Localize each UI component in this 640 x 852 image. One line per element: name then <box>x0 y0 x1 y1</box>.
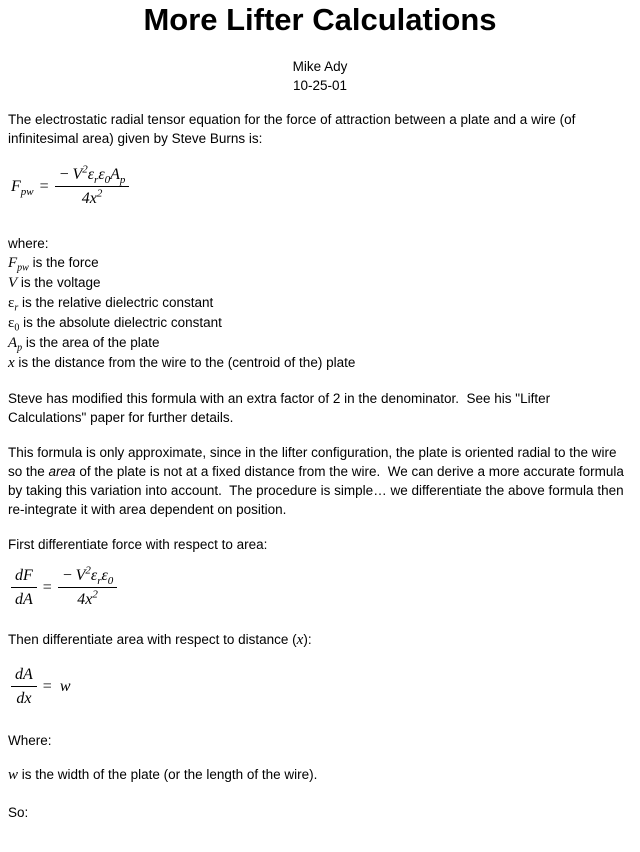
definition-epsilon-r <box>8 293 632 313</box>
dAdx-lhs-fraction <box>11 665 37 708</box>
denominator-coefficient: 4 <box>77 591 86 608</box>
voltage-symbol: V <box>75 567 86 584</box>
definition-epsilon-0 <box>8 313 632 333</box>
byline-author: Mike Ady <box>292 59 348 74</box>
force-numerator <box>55 165 130 187</box>
dAdx-lhs-numerator: dA <box>11 665 37 687</box>
epsilon-0-symbol: ε <box>98 166 105 183</box>
width-definition <box>8 765 632 785</box>
epsilon-0-subscript: 0 <box>104 174 111 187</box>
force-symbol-subscript: pw <box>17 262 29 274</box>
distance-exponent: 2 <box>96 187 103 200</box>
epsilon-0-symbol-subscript: 0 <box>14 322 20 334</box>
where-capital-label: Where: <box>8 733 52 748</box>
area-symbol-subscript: p <box>17 342 23 354</box>
epsilon-0-symbol: ε <box>8 315 15 331</box>
epsilon-r-symbol: ε <box>87 166 95 183</box>
intro-paragraph: The electrostatic radial tensor equation for the force of attraction between a plate and a wire (of infinitesimal area) given by Steve Burns is: <box>8 112 580 146</box>
dFdA-lhs-fraction <box>11 566 37 609</box>
page-title: More Lifter Calculations <box>143 2 497 37</box>
voltage-symbol: V <box>8 275 18 291</box>
force-lhs-symbol: F <box>11 178 21 195</box>
area-symbol: A <box>110 166 120 183</box>
equals-sign: = <box>42 678 52 695</box>
denominator-coefficient: 4 <box>81 190 90 207</box>
distance-symbol: x <box>8 355 15 371</box>
definition-text: is the relative dielectric constant <box>18 295 214 310</box>
dFdA-rhs-denominator <box>73 588 102 609</box>
dFdA-lhs-denominator: dA <box>15 591 33 608</box>
formula-force-equation <box>11 165 632 208</box>
distance-symbol: x <box>85 591 93 608</box>
force-lhs-subscript: pw <box>20 186 34 199</box>
approximate-text-pre: This formula is only approximate, since in the lifter configuration, the plate is oriented radial to the wire so the <box>8 445 621 479</box>
definition-force <box>8 253 632 273</box>
force-lhs <box>11 177 34 199</box>
epsilon-r-symbol: ε <box>90 567 98 584</box>
width-symbol: w <box>59 678 71 695</box>
so-label: So: <box>8 805 29 820</box>
equals-sign: = <box>42 579 52 596</box>
byline-date: 10-25-01 <box>292 78 348 93</box>
epsilon-r-subscript: r <box>94 174 99 187</box>
area-emphasis: area <box>48 464 76 479</box>
dFdA-lhs-numerator: dF <box>11 566 37 588</box>
approximate-text-post: of the plate is not at a fixed distance from the wire. We can derive a more accurate formula by taking this variation into account. The procedure is simple… we differentiate the above formula then re-integrate it with area dependent on position. <box>8 464 628 517</box>
formula-dF-dA <box>11 566 632 609</box>
then-text-post: ): <box>303 632 312 647</box>
width-definition-text: is the width of the plate (or the length of the wire). <box>18 767 318 782</box>
epsilon-r-subscript: r <box>97 575 102 588</box>
area-symbol: A <box>8 335 18 351</box>
then-text-pre: Then differentiate area with respect to distance ( <box>8 632 297 647</box>
formula-dA-dx <box>11 665 632 708</box>
equals-sign: = <box>39 178 49 195</box>
voltage-exponent: 2 <box>82 163 88 176</box>
epsilon-r-symbol-subscript: r <box>14 302 19 314</box>
distance-exponent: 2 <box>92 588 98 601</box>
steve-modified-paragraph: Steve has modified this formula with an extra factor of 2 in the denominator. See his "Lifter Calculations" paper for further details. <box>8 391 554 425</box>
document-page <box>0 2 640 822</box>
approximate-paragraph <box>8 443 632 519</box>
voltage-symbol: V <box>72 166 83 183</box>
then-differentiate-line <box>8 630 632 650</box>
force-symbol: F <box>8 255 18 271</box>
force-fraction <box>55 165 130 208</box>
voltage-exponent: 2 <box>85 564 91 577</box>
definition-text: is the distance from the wire to the (centroid of the) plate <box>14 355 356 370</box>
distance-symbol: x <box>296 632 304 648</box>
minus-sign: − <box>61 567 73 584</box>
distance-symbol: x <box>89 190 97 207</box>
first-differentiate-line: First differentiate force with respect to area: <box>8 537 268 552</box>
epsilon-0-symbol: ε <box>101 567 108 584</box>
definition-area <box>8 333 632 353</box>
definition-text: is the area of the plate <box>22 335 160 350</box>
dAdx-lhs-denominator: dx <box>16 690 32 707</box>
where-label: where: <box>8 236 49 251</box>
epsilon-0-subscript: 0 <box>107 575 114 588</box>
area-subscript: p <box>119 174 126 187</box>
dFdA-rhs-numerator <box>58 566 117 588</box>
force-denominator <box>78 187 107 208</box>
dFdA-rhs-fraction <box>58 566 117 609</box>
definition-voltage <box>8 273 632 293</box>
where-definitions <box>8 234 632 373</box>
minus-sign: − <box>58 166 70 183</box>
byline <box>8 57 632 95</box>
definition-distance <box>8 353 632 373</box>
definition-text: is the force <box>28 255 99 270</box>
width-symbol: w <box>8 767 19 783</box>
epsilon-r-symbol: ε <box>8 295 15 311</box>
definition-text: is the voltage <box>17 275 101 290</box>
definition-text: is the absolute dielectric constant <box>19 315 222 330</box>
